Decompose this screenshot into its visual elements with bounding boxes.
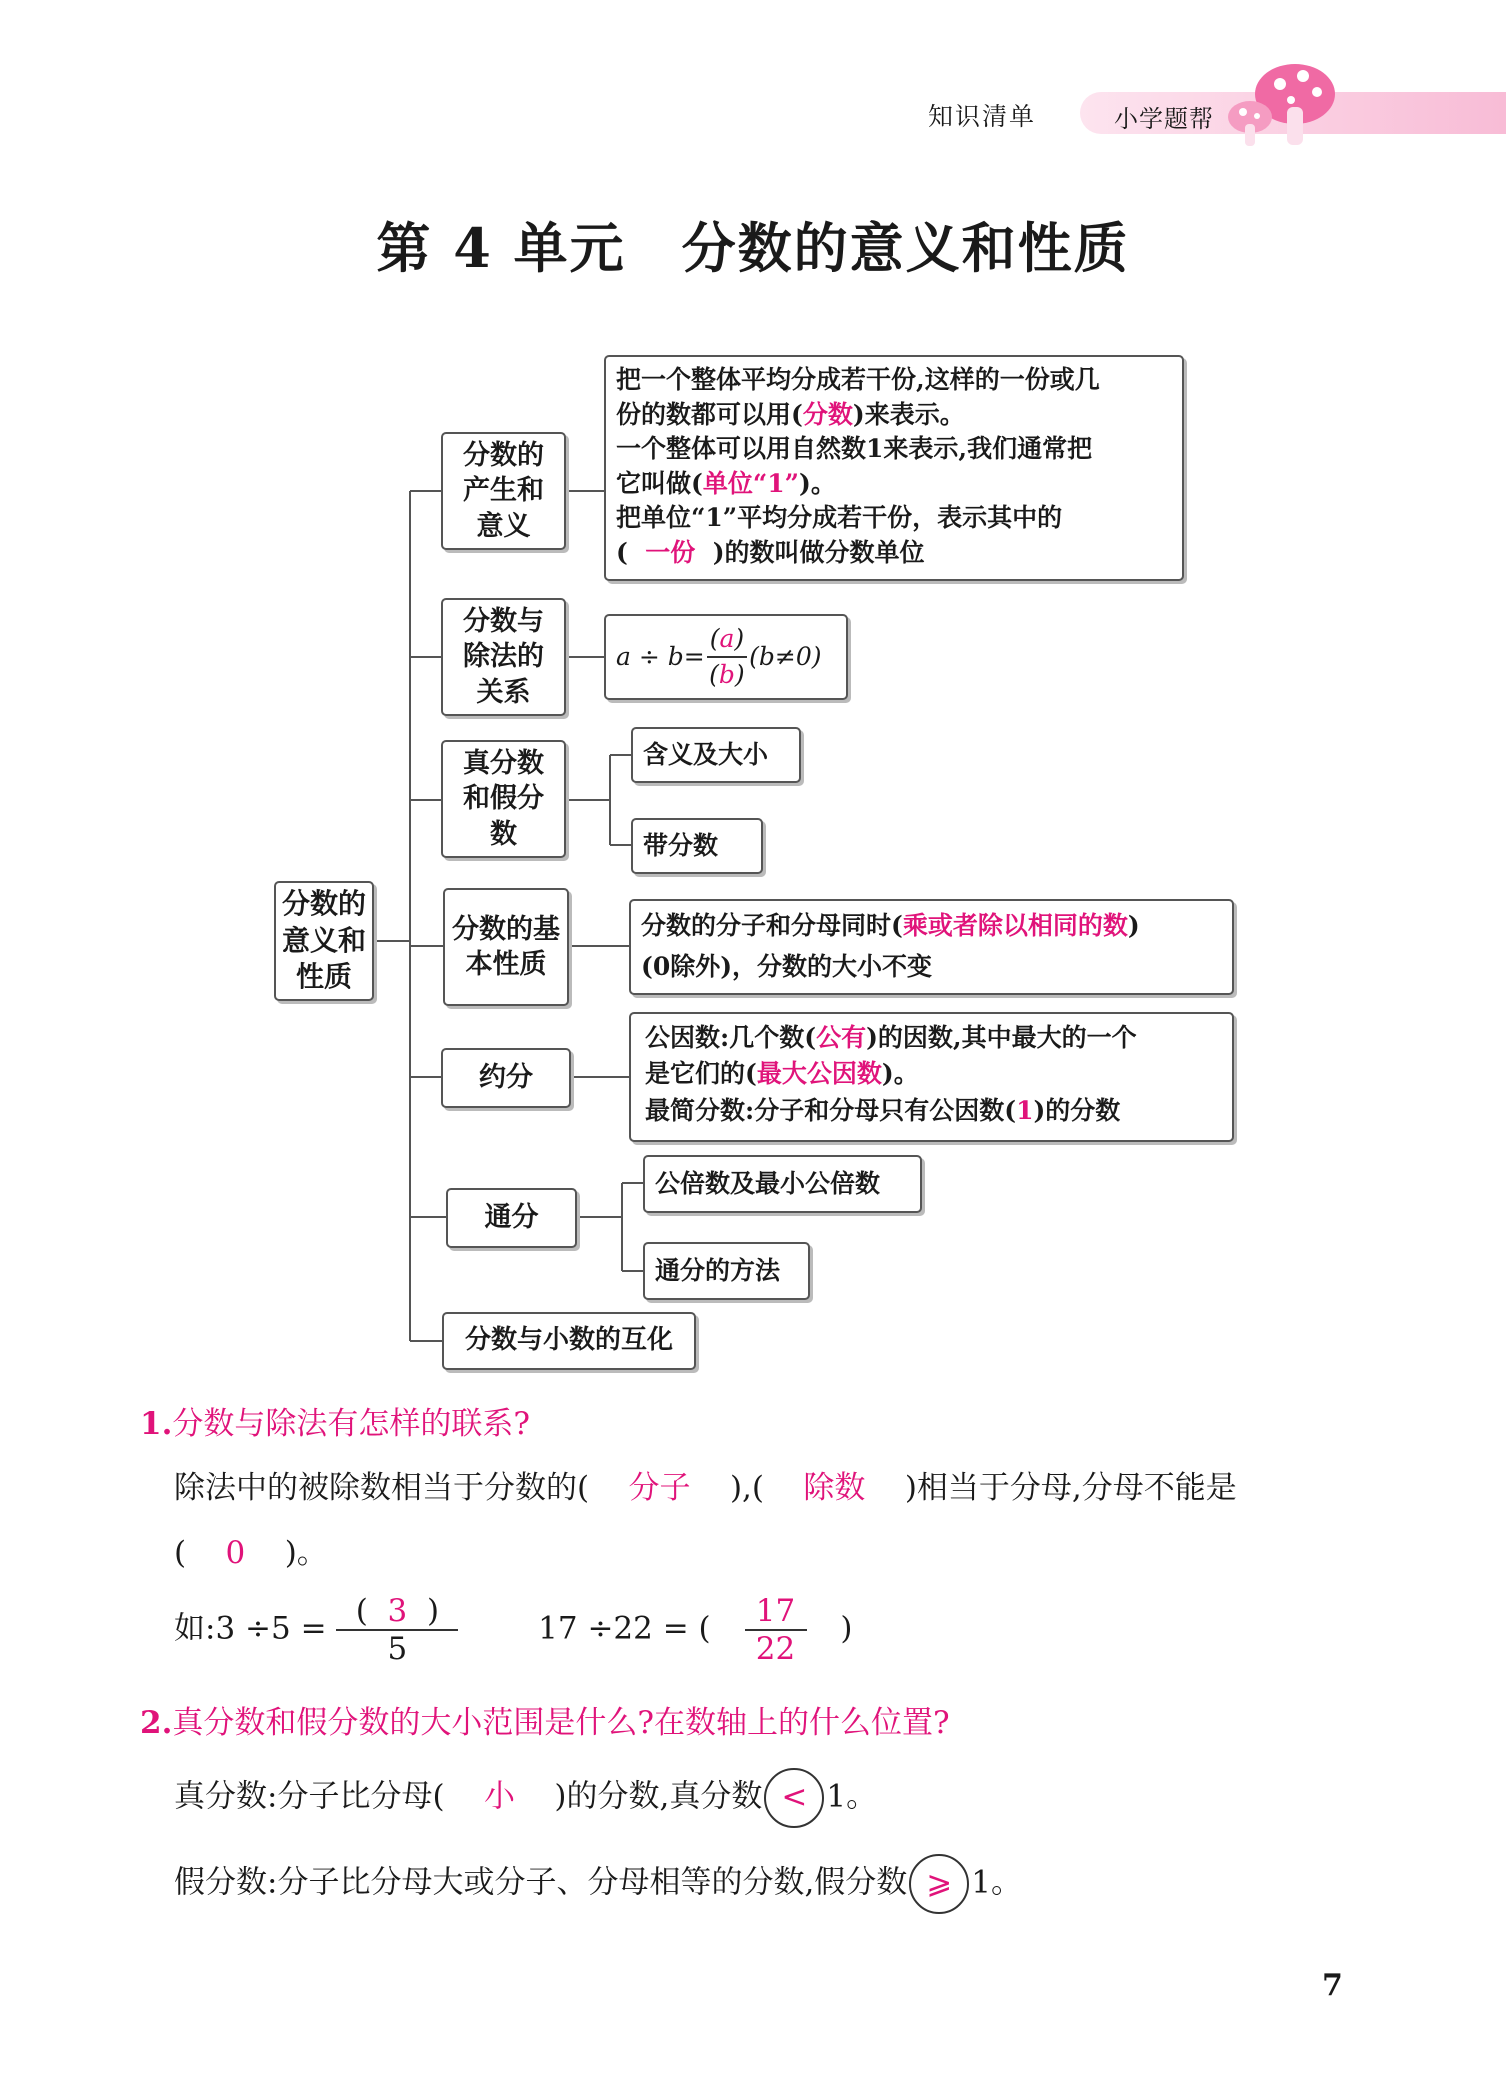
answer-gcd: 最大公因数 — [756, 1059, 882, 1089]
q2-answer-line-1: 真分数:分子比分母( 小 )的分数,真分数 < 1。 — [174, 1768, 877, 1828]
node-fraction-division-label: 分数与除法的关系 — [463, 606, 544, 708]
meaning-and-size-label: 含义及大小 — [643, 739, 769, 769]
example-1-prefix: 如:3 ÷5 = — [174, 1610, 327, 1647]
section-label: 知识清单 — [928, 102, 1037, 131]
question-2-text: 真分数和假分数的大小范围是什么?在数轴上的什么位置? — [172, 1705, 950, 1741]
node-fraction-decimal — [442, 1312, 696, 1370]
question-2 — [140, 1697, 950, 1742]
q1-answer-numerator: 分子 — [628, 1470, 691, 1506]
q2-answer-line-2: 假分数:分子比分母大或分子、分母相等的分数,假分数 ⩾ 1。 — [174, 1854, 1022, 1914]
q1-answer-line-1: 除法中的被除数相当于分数的( 分子 ),( 除数 )相当于分母,分母不能是 — [174, 1470, 1237, 1506]
lcm-box — [643, 1155, 922, 1213]
detail-line: 把单位“1”平均分成若干份，表示其中的 — [616, 503, 1063, 532]
detail-line: 是它们的(最大公因数)。 — [645, 1059, 919, 1089]
q1-answer-zero: 0 — [225, 1535, 246, 1571]
node-reduction — [441, 1048, 571, 1108]
example-2-denominator: 22 — [755, 1631, 796, 1667]
node-fraction-origin-label: 分数的产生和意义 — [463, 440, 544, 542]
detail-line: 份的数都可以用(分数)来表示。 — [616, 399, 965, 429]
detail-line: 一个整体可以用自然数1来表示,我们通常把 — [616, 434, 1093, 463]
q1-answer-line-2: ( 0 )。 — [174, 1535, 328, 1571]
answer-multiply-divide: 乘或者除以相同的数 — [902, 911, 1128, 940]
detail-line: ( 一份 )的数叫做分数单位 — [616, 537, 925, 567]
answer-common: 公有 — [816, 1023, 867, 1052]
greater-equal-circle: ⩾ — [909, 1854, 969, 1914]
question-2-number: 2. — [140, 1705, 173, 1741]
lcm-label: 公倍数及最小公倍数 — [655, 1168, 881, 1198]
node-fraction-origin — [441, 432, 566, 550]
formula-fraction: $\frac{(a)}{(b)}$ — [707, 622, 747, 693]
meaning-and-size — [631, 727, 801, 783]
node-proper-improper — [441, 740, 566, 858]
example-2-suffix: ) — [840, 1610, 853, 1647]
detail-line: 最简分数:分子和分母只有公因数(1)的分数 — [645, 1095, 1121, 1125]
example-2-prefix: 17 ÷22 = ( — [538, 1610, 711, 1647]
mindmap-root — [274, 881, 374, 1001]
question-1-number: 1. — [140, 1406, 173, 1442]
fraction-origin-detail — [604, 355, 1184, 581]
detail-line: 分数的分子和分母同时(乘或者除以相同的数) — [641, 911, 1140, 940]
page-title: 第 4 单元 分数的意义和性质 — [376, 216, 1130, 280]
mixed-number — [631, 818, 763, 874]
formula-numerator: a — [719, 623, 735, 653]
answer-one-part: 一份 — [645, 537, 696, 567]
node-common-denominator-label: 通分 — [484, 1202, 539, 1234]
answer-fraction: 分数 — [802, 399, 853, 429]
example-1-denominator: 5 — [387, 1631, 408, 1667]
detail-line: 公因数:几个数(公有)的因数,其中最大的一个 — [645, 1023, 1137, 1052]
node-fraction-decimal-label: 分数与小数的互化 — [464, 1325, 673, 1356]
question-1 — [140, 1398, 530, 1443]
less-than-circle: < — [764, 1768, 824, 1828]
example-2-fraction — [745, 1593, 807, 1667]
node-basic-property-label: 分数的基本性质 — [452, 913, 560, 980]
mixed-number-label: 带分数 — [643, 830, 719, 860]
node-fraction-division — [441, 598, 566, 716]
node-common-denominator — [446, 1188, 577, 1248]
formula-suffix: (b≠0) — [749, 641, 822, 671]
node-reduction-label: 约分 — [479, 1062, 533, 1094]
method-label: 通分的方法 — [655, 1255, 781, 1285]
detail-line: 它叫做(单位“1”)。 — [616, 468, 836, 498]
brand-label: 小学题帮 — [1114, 105, 1214, 133]
method-box — [643, 1242, 810, 1300]
answer-one: 1 — [1016, 1095, 1034, 1125]
example-2-numerator: 17 — [745, 1593, 807, 1631]
formula-denominator: b — [718, 660, 735, 689]
basic-property-detail — [629, 899, 1234, 995]
division-formula — [604, 614, 848, 700]
page-number: 7 — [1322, 1968, 1343, 2003]
detail-line: (0除外)，分数的大小不变 — [641, 951, 933, 981]
example-1-fraction: $\frac{( 3 )}{5}$ — [336, 1593, 458, 1667]
node-proper-improper-label: 真分数和假分数 — [463, 748, 544, 850]
question-1-text: 分数与除法有怎样的联系? — [172, 1406, 530, 1442]
answer-unit-one: 单位“1” — [702, 468, 799, 498]
example-1-numerator: 3 — [387, 1593, 408, 1629]
node-basic-property — [443, 888, 569, 1006]
q1-answer-divisor: 除数 — [803, 1470, 866, 1506]
root-label: 分数的意义和性质 — [282, 887, 367, 994]
formula-prefix: a ÷ b= — [616, 641, 705, 671]
q2-answer-smaller: 小 — [483, 1778, 515, 1815]
q1-example — [174, 1593, 852, 1667]
reduction-detail — [629, 1012, 1234, 1142]
detail-line: 把一个整体平均分成若干份,这样的一份或几 — [616, 365, 1100, 394]
